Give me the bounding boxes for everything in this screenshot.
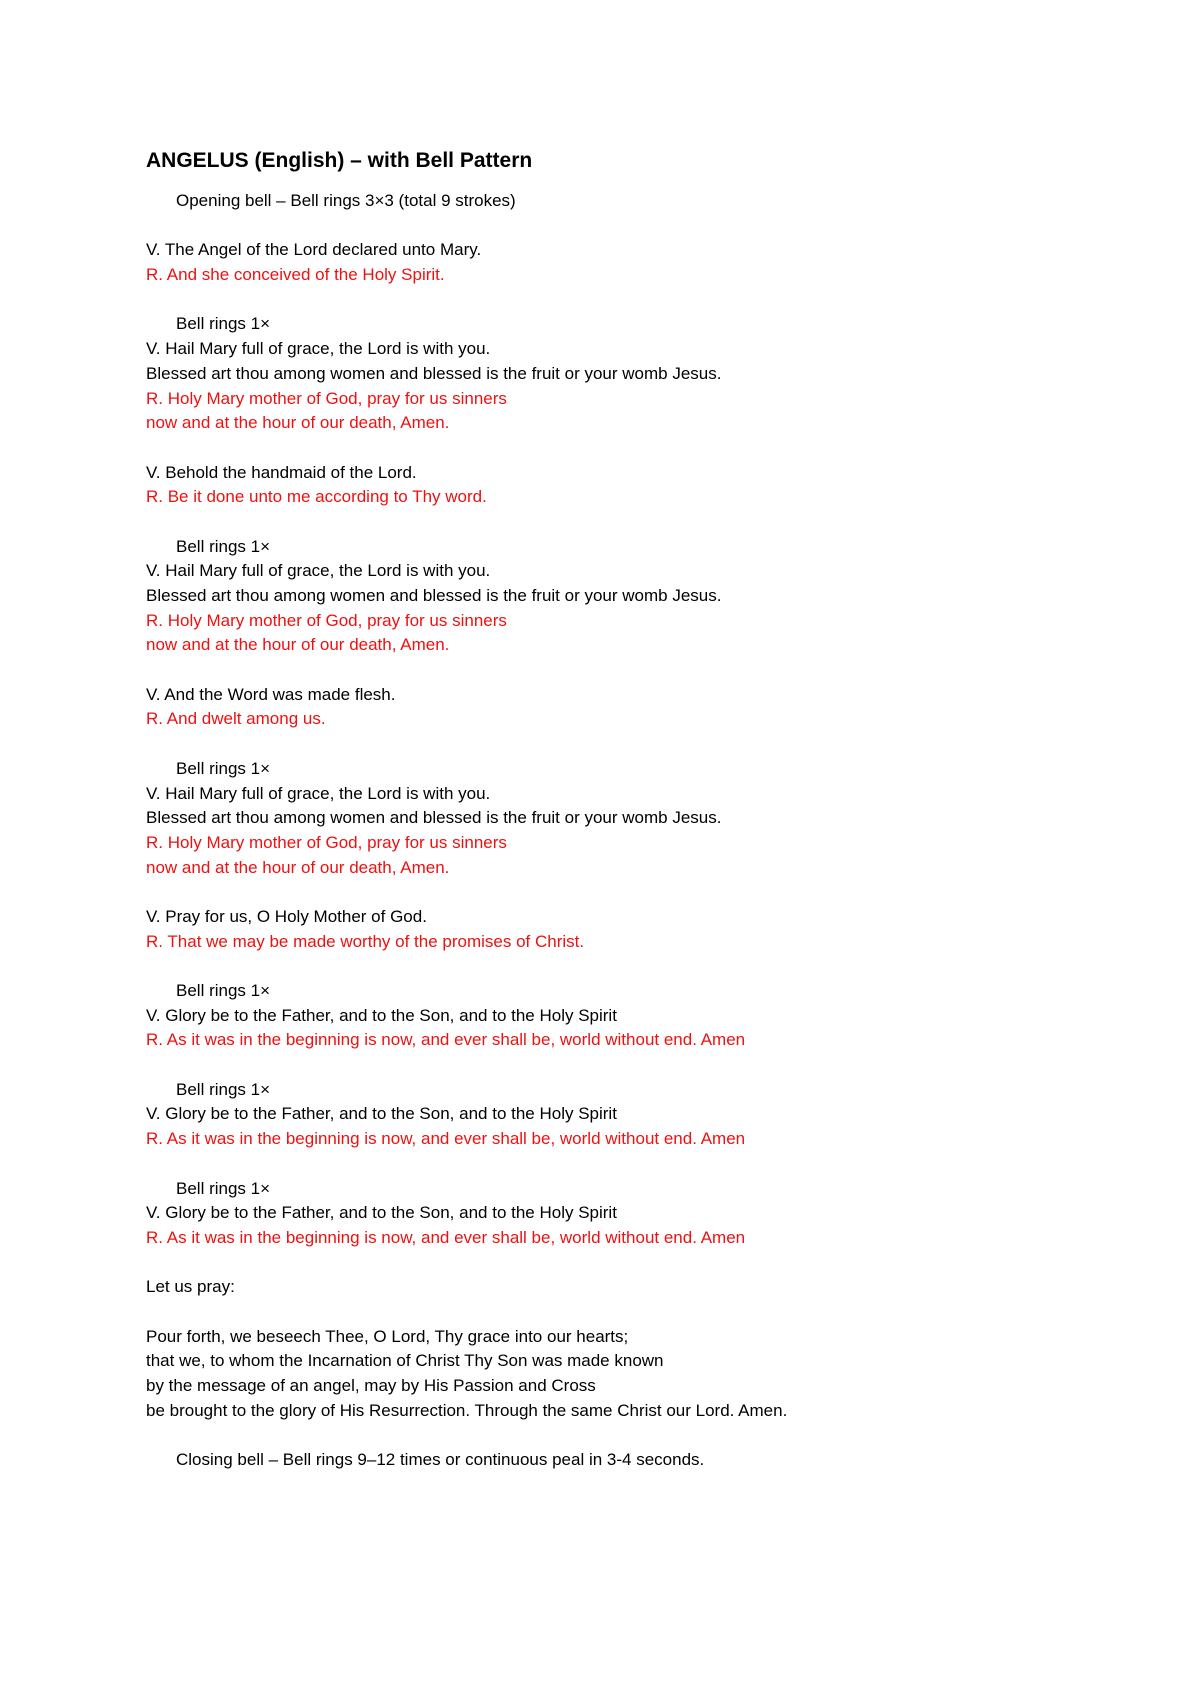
holy-mary-response: R. Holy Mary mother of God, pray for us sinners (146, 388, 507, 408)
holy-mary-response: R. Holy Mary mother of God, pray for us sinners (146, 610, 507, 630)
versicle-angel: V. The Angel of the Lord declared unto Mary. (146, 240, 482, 260)
bell-instruction: Bell rings 1× (176, 981, 271, 1000)
spacer (146, 1152, 1146, 1177)
response-be-it-done: R. Be it done unto me according to Thy word. (146, 487, 487, 507)
bell-instruction: Bell rings 1× (176, 536, 271, 556)
versicle-handmaid: V. Behold the handmaid of the Lord. (146, 462, 417, 482)
response-made-worthy: R. That we may be made worthy of the promises of Christ. (146, 931, 585, 951)
bell-instruction: Bell rings 1× (176, 1178, 271, 1198)
glory-be-versicle: V. Glory be to the Father, and to the Son, and to the Holy Spirit (146, 1104, 617, 1124)
spacer (146, 1423, 1146, 1448)
let-us-pray-heading: Let us pray: (146, 1277, 235, 1297)
hail-mary-line: V. Hail Mary full of grace, the Lord is with you. (146, 561, 491, 581)
closing-prayer-line: by the message of an angel, may by His Passion and Cross (146, 1376, 596, 1395)
glory-be-response: R. As it was in the beginning is now, and ever shall be, world without end. Amen (146, 1227, 746, 1247)
spacer (146, 1053, 1146, 1078)
bell-instruction: Bell rings 1× (176, 758, 271, 778)
glory-be-versicle: V. Glory be to the Father, and to the Son, and to the Holy Spirit (146, 1005, 617, 1025)
closing-prayer-line: that we, to whom the Incarnation of Christ Thy Son was made known (146, 1351, 664, 1371)
page-title: ANGELUS (English) – with Bell Pattern (146, 149, 533, 172)
response-conceived: R. And she conceived of the Holy Spirit. (146, 265, 445, 285)
spacer (146, 1251, 1146, 1276)
spacer (146, 1300, 1146, 1325)
holy-mary-response: now and at the hour of our death, Amen. (146, 635, 450, 655)
spacer (146, 658, 1146, 683)
hail-mary-line: V. Hail Mary full of grace, the Lord is with you. (146, 783, 491, 803)
spacer (146, 510, 1146, 535)
spacer (146, 214, 1146, 239)
hail-mary-line: Blessed art thou among women and blessed is the fruit or your womb Jesus. (146, 363, 722, 383)
spacer (146, 880, 1146, 905)
bell-instruction: Bell rings 1× (176, 314, 271, 334)
glory-be-response: R. As it was in the beginning is now, and ever shall be, world without end. Amen (146, 1129, 746, 1149)
holy-mary-response: now and at the hour of our death, Amen. (146, 413, 450, 433)
spacer (146, 732, 1146, 757)
versicle-pray-for-us: V. Pray for us, O Holy Mother of God. (146, 906, 427, 926)
closing-prayer-line: Pour forth, we beseech Thee, O Lord, Thy grace into our hearts; (146, 1326, 629, 1346)
glory-be-response: R. As it was in the beginning is now, and ever shall be, world without end. Amen (146, 1030, 746, 1050)
opening-bell-instruction: Opening bell – Bell rings 3×3 (total 9 strokes) (176, 191, 516, 210)
closing-prayer-line: be brought to the glory of His Resurrection. Through the same Christ our Lord. Amen. (146, 1400, 788, 1420)
hail-mary-line: Blessed art thou among women and blessed is the fruit or your womb Jesus. (146, 586, 722, 605)
spacer (146, 954, 1146, 979)
bell-instruction: Bell rings 1× (176, 1079, 271, 1099)
spacer (146, 288, 1146, 313)
response-dwelt-among-us: R. And dwelt among us. (146, 709, 326, 729)
closing-bell-instruction: Closing bell – Bell rings 9–12 times or continuous peal in 3-4 seconds. (176, 1450, 705, 1470)
holy-mary-response: R. Holy Mary mother of God, pray for us sinners (146, 832, 507, 852)
hail-mary-line: Blessed art thou among women and blessed is the fruit or your womb Jesus. (146, 808, 722, 828)
document-body (146, 145, 1146, 1473)
hail-mary-line: V. Hail Mary full of grace, the Lord is with you. (146, 339, 491, 359)
versicle-word-made-flesh: V. And the Word was made flesh. (146, 684, 396, 704)
holy-mary-response: now and at the hour of our death, Amen. (146, 857, 450, 877)
glory-be-versicle: V. Glory be to the Father, and to the Son, and to the Holy Spirit (146, 1203, 617, 1223)
spacer (146, 436, 1146, 461)
